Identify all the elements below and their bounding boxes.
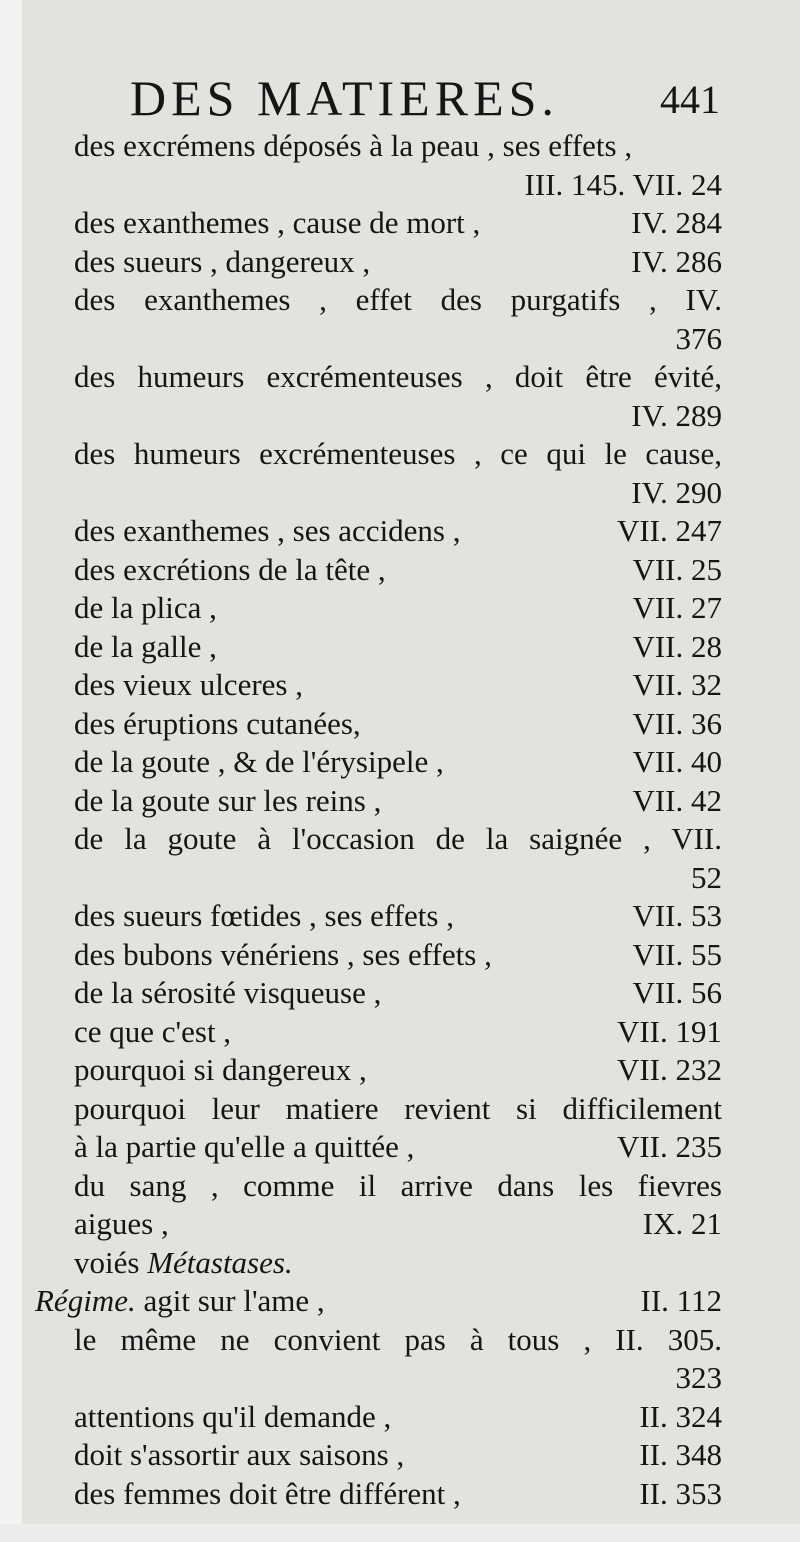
entry-body: le même ne convient pas à tous , II. 305. (74, 1321, 722, 1357)
page-reference: IV. 284 (631, 205, 722, 240)
entry-text (74, 820, 722, 859)
page-reference: VII. 28 (632, 628, 722, 664)
page-reference: VII. 42 (632, 782, 722, 818)
index-line (0, 705, 800, 744)
entry-text (74, 281, 722, 320)
index-line (0, 820, 800, 859)
page-reference: IV. 290 (631, 474, 722, 510)
entry-text (74, 666, 303, 705)
entry-text (74, 974, 381, 1013)
entry-body: attentions qu'il demande , (74, 1398, 392, 1434)
page-reference: VII. 36 (632, 705, 722, 741)
entry-body: des humeurs excrémenteuses , doit être évité, (74, 359, 722, 394)
page-reference: IV. 289 (631, 397, 722, 433)
entry-text (74, 1321, 722, 1360)
index-line (0, 551, 800, 590)
page-reference: VII. 191 (616, 1013, 722, 1049)
page-reference: VII. 40 (632, 744, 722, 779)
index-line (0, 628, 800, 667)
page-reference: VII. 27 (632, 590, 722, 625)
entry-text (74, 589, 217, 628)
entry-text (74, 358, 722, 397)
index-line (0, 1321, 800, 1360)
entry-text (74, 551, 386, 590)
index-line (0, 1051, 800, 1090)
index-line (0, 782, 800, 821)
index-line (0, 1475, 800, 1514)
entry-text (74, 1090, 722, 1129)
entry-text (74, 1436, 404, 1475)
entry-body: doit s'assortir aux saisons , (74, 1437, 405, 1472)
index-line (0, 936, 800, 975)
index-entries (0, 127, 800, 1513)
entry-text (74, 628, 217, 667)
index-line (0, 743, 800, 782)
index-line (0, 512, 800, 551)
entry-body: ce que c'est , (74, 1013, 232, 1049)
page-reference: II. 348 (639, 1437, 722, 1472)
entry-text (74, 1128, 414, 1167)
index-line (0, 166, 800, 205)
page-reference: VII. 25 (632, 551, 722, 587)
entry-text (74, 782, 381, 821)
entry-text (74, 1051, 367, 1090)
page-reference: III. 145. VII. 24 (524, 166, 722, 202)
entry-body: des bubons vénériens , ses effets , (74, 936, 492, 972)
entry-text (74, 743, 444, 782)
entry-text (74, 127, 632, 166)
entry-body: pourquoi leur matiere revient si difficilement (74, 1090, 722, 1126)
page-reference: VII. 247 (616, 513, 722, 548)
entry-body: des vieux ulceres , (74, 667, 303, 702)
index-line (0, 243, 800, 282)
entry-text (74, 705, 361, 744)
index-line (0, 127, 800, 166)
entry-body: à la partie qu'elle a quittée , (74, 1129, 415, 1164)
entry-body: des excrémens déposés à la peau , ses effets , (74, 128, 633, 163)
page-title: DES MATIERES. (130, 70, 559, 126)
entry-text (74, 1475, 461, 1514)
index-line (0, 1013, 800, 1052)
entry-body: des exanthemes , ses accidens , (74, 513, 461, 548)
index-line (0, 320, 800, 359)
entry-text (74, 512, 461, 551)
page-bottom-margin (0, 1524, 800, 1542)
entry-body: des femmes doit être différent , (74, 1475, 461, 1511)
entry-body: des sueurs , dangereux , (74, 243, 371, 279)
index-line (0, 1398, 800, 1437)
entry-body: de la goute , & de l'érysipele , (74, 744, 444, 779)
page-reference: 323 (675, 1360, 722, 1395)
entry-body: du sang , comme il arrive dans les fievres (74, 1167, 722, 1203)
entry-text (74, 1244, 293, 1283)
index-line (0, 358, 800, 397)
page-reference: VII. 53 (632, 898, 722, 933)
page-reference: IV. 286 (631, 243, 722, 279)
entry-body: agit sur l'ame , (143, 1283, 325, 1318)
entry-body: des excrétions de la tête , (74, 551, 386, 587)
index-line (0, 474, 800, 513)
entry-body: voiés (74, 1244, 140, 1280)
entry-text (74, 243, 370, 282)
index-line (0, 397, 800, 436)
index-line (0, 1128, 800, 1167)
index-line (0, 1090, 800, 1129)
entry-text (74, 1013, 231, 1052)
entry-text (74, 897, 454, 936)
index-line (0, 1244, 800, 1283)
page-reference: VII. 232 (616, 1052, 722, 1087)
entry-body: de la sérosité visqueuse , (74, 975, 382, 1010)
running-header (130, 68, 720, 128)
index-line (0, 589, 800, 628)
entry-body: de la galle , (74, 628, 217, 664)
index-line (0, 1282, 800, 1321)
page-reference: 52 (691, 859, 722, 895)
index-line (0, 204, 800, 243)
index-line (0, 281, 800, 320)
page-number: 441 (660, 77, 720, 122)
entry-text (74, 1167, 722, 1206)
entry-text (74, 435, 722, 474)
index-line (0, 974, 800, 1013)
entry-body: des humeurs excrémenteuses , ce qui le cause, (74, 436, 722, 471)
entry-body: des éruptions cutanées, (74, 705, 361, 741)
entry-body: des sueurs fœtides , ses effets , (74, 898, 454, 933)
page-reference: II. 353 (639, 1475, 722, 1511)
entry-body: des exanthemes , effet des purgatifs , IV. (74, 282, 722, 317)
index-line (0, 666, 800, 705)
entry-body: pourquoi si dangereux , (74, 1052, 367, 1087)
entry-heading: Régime. (35, 1283, 136, 1318)
cross-reference: Métastases. (147, 1244, 293, 1280)
entry-text (74, 1398, 391, 1437)
page-reference: VII. 55 (632, 936, 722, 972)
page-reference: II. 112 (640, 1283, 722, 1318)
entry-body: aigues , (74, 1206, 169, 1241)
page-reference: VII. 235 (616, 1129, 722, 1164)
page-reference: II. 324 (639, 1398, 722, 1434)
entry-body: de la goute à l'occasion de la saignée , VII. (74, 821, 722, 856)
entry-text (74, 204, 480, 243)
page-reference: VII. 56 (632, 975, 722, 1010)
index-line (0, 1359, 800, 1398)
page-reference: VII. 32 (632, 667, 722, 702)
index-line (0, 859, 800, 898)
entry-text (35, 1282, 325, 1321)
index-line (0, 897, 800, 936)
index-line (0, 1436, 800, 1475)
entry-body: de la goute sur les reins , (74, 782, 382, 818)
index-line (0, 435, 800, 474)
index-line (0, 1205, 800, 1244)
entry-text (74, 1205, 169, 1244)
entry-text (74, 936, 492, 975)
index-line (0, 1167, 800, 1206)
page-reference: IX. 21 (642, 1206, 722, 1241)
entry-body: de la plica , (74, 590, 217, 625)
entry-body: des exanthemes , cause de mort , (74, 205, 481, 240)
page-reference: 376 (675, 320, 722, 356)
